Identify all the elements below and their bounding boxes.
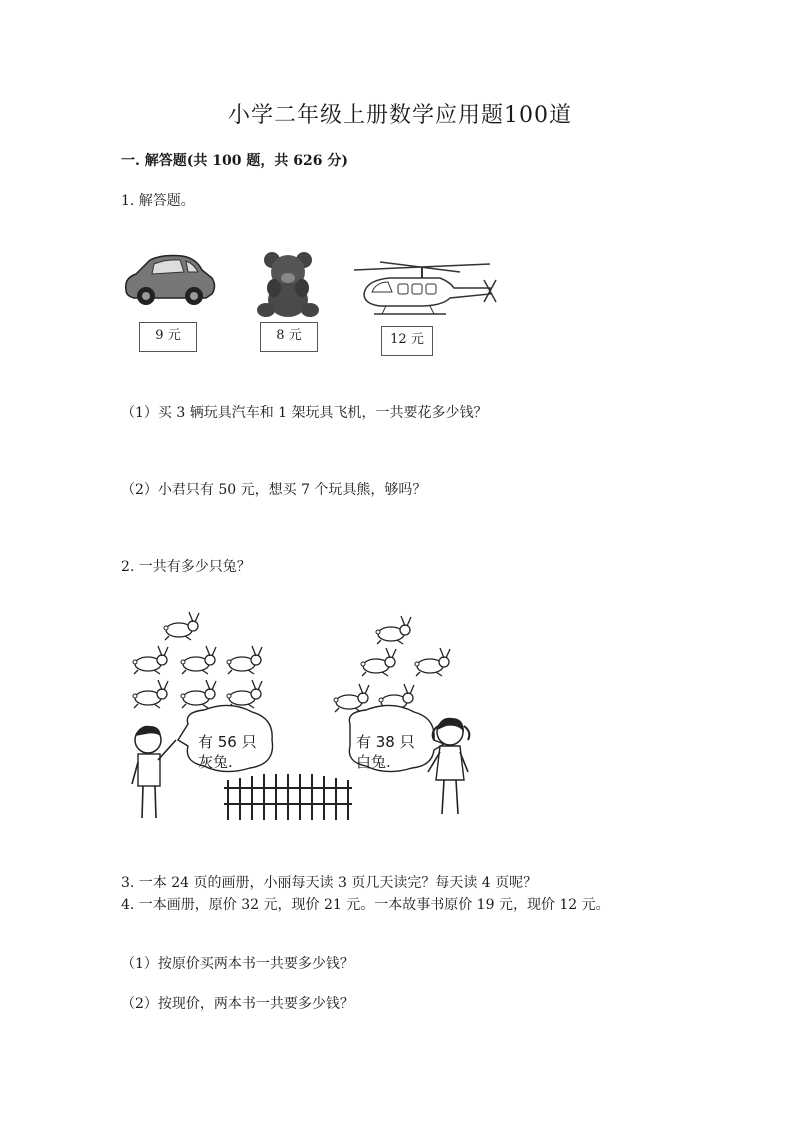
question-4-sub-1: （1）按原价买两本书一共要多少钱？: [121, 956, 354, 972]
rabbit-icon: [376, 616, 411, 644]
question-4-label: 4. 一本画册，原价 32 元，现价 21 元。一本故事书原价 19 元，现价 12 元。: [121, 897, 610, 913]
question-2-label: 2. 一共有多少只兔？: [121, 559, 251, 575]
toy-helicopter-icon: [350, 258, 500, 320]
fence-icon: [224, 774, 352, 820]
bubble-left-line-2: 灰兔.: [198, 753, 233, 771]
page-title: 小学二年级上册数学应用题100道: [228, 103, 572, 128]
rabbit-icon: [334, 684, 369, 712]
question-1-sub-2: （2）小君只有 50 元，想买 7 个玩具熊，够吗？: [121, 482, 427, 498]
boy-icon: [132, 726, 176, 818]
bubble-right-line-1: 有 38 只: [356, 733, 415, 751]
bubble-left-line-1: 有 56 只: [198, 733, 257, 751]
rabbit-icon: [227, 680, 262, 708]
price-tag-bear: 8 元: [260, 322, 318, 352]
teddy-bear-icon: [252, 250, 324, 320]
bubble-right-line-2: 白兔.: [356, 753, 391, 771]
rabbit-icon: [181, 680, 216, 708]
price-tag-car: 9 元: [139, 322, 197, 352]
question-4-sub-2: （2）按现价，两本书一共要多少钱？: [121, 996, 354, 1012]
rabbit-icon: [181, 646, 216, 674]
rabbit-icon: [133, 680, 168, 708]
section-heading: 一. 解答题(共 100 题，共 626 分): [121, 153, 348, 169]
question-3-label: 3. 一本 24 页的画册，小丽每天读 3 页几天读完？每天读 4 页呢？: [121, 875, 538, 891]
rabbit-icon: [361, 648, 396, 676]
price-tag-helicopter: 12 元: [381, 326, 433, 356]
rabbit-illustration: [120, 600, 480, 840]
rabbit-icon: [227, 646, 262, 674]
rabbit-icon: [415, 648, 450, 676]
question-1-label: 1. 解答题。: [121, 193, 195, 209]
question-1-sub-1: （1）买 3 辆玩具汽车和 1 架玩具飞机，一共要花多少钱？: [121, 405, 488, 421]
toy-car-icon: [122, 250, 217, 310]
rabbit-icon: [133, 646, 168, 674]
rabbit-icon: [164, 612, 199, 640]
